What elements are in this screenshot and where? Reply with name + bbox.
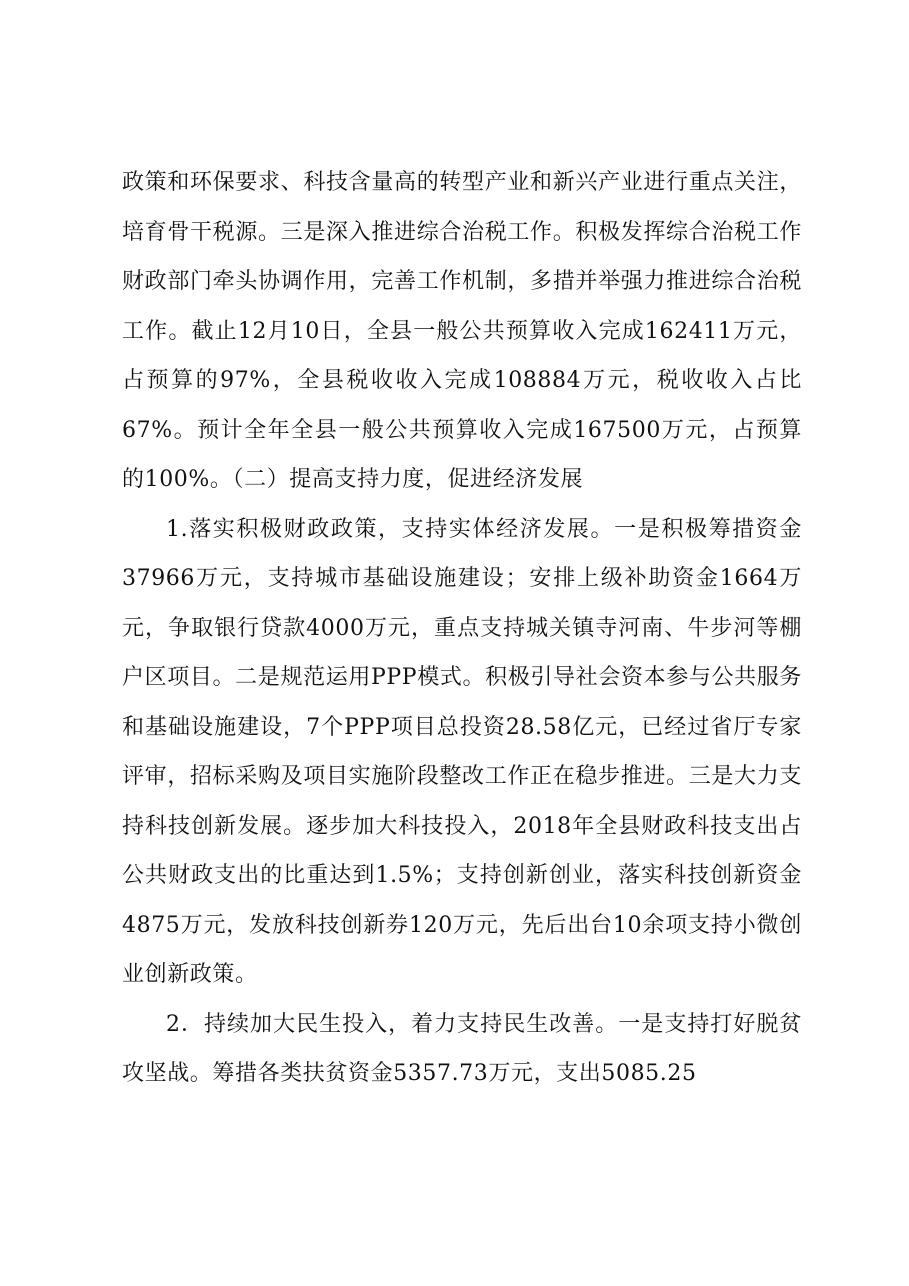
document-body: [122, 158, 802, 1099]
paragraph-fiscal-policy: 1.落实积极财政政策，支持实体经济发展。一是积极筹措资金37966万元，支持城市基础设施建设；安排上级补助资金1664万元，争取银行贷款4000万元，重点支持城关镇寺河南、牛步河等棚户区项目。二是规范运用PPP模式。积极引导社会资本参与公共服务和基础设施建设，7个PPP项目总投资28.58亿元，已经过省厅专家评审，招标采购及项目实施阶段整改工作正在稳步推进。三是大力支持科技创新发展。逐步加大科技投入，2018年全县财政科技支出占公共财政支出的比重达到1.5%；支持创新创业，落实科技创新资金4875万元，发放科技创新券120万元，先后出台10余项支持小微创业创新政策。: [122, 516, 802, 987]
paragraph-continuation: 政策和环保要求、科技含量高的转型产业和新兴产业进行重点关注，培育骨干税源。三是深入推进综合治税工作。积极发挥综合治税工作财政部门牵头协调作用，完善工作机制，多措并举强力推进综合治税工作。截止12月10日，全县一般公共预算收入完成162411万元，占预算的97%，全县税收收入完成108884万元，税收收入占比67%。预计全年全县一般公共预算收入完成167500万元，占预算的100%。（二）提高支持力度，促进经济发展: [122, 170, 802, 492]
paragraph-livelihood: 2．持续加大民生投入，着力支持民生改善。一是支持打好脱贫攻坚战。筹措各类扶贫资金5357.73万元，支出5085.25: [122, 1011, 802, 1086]
